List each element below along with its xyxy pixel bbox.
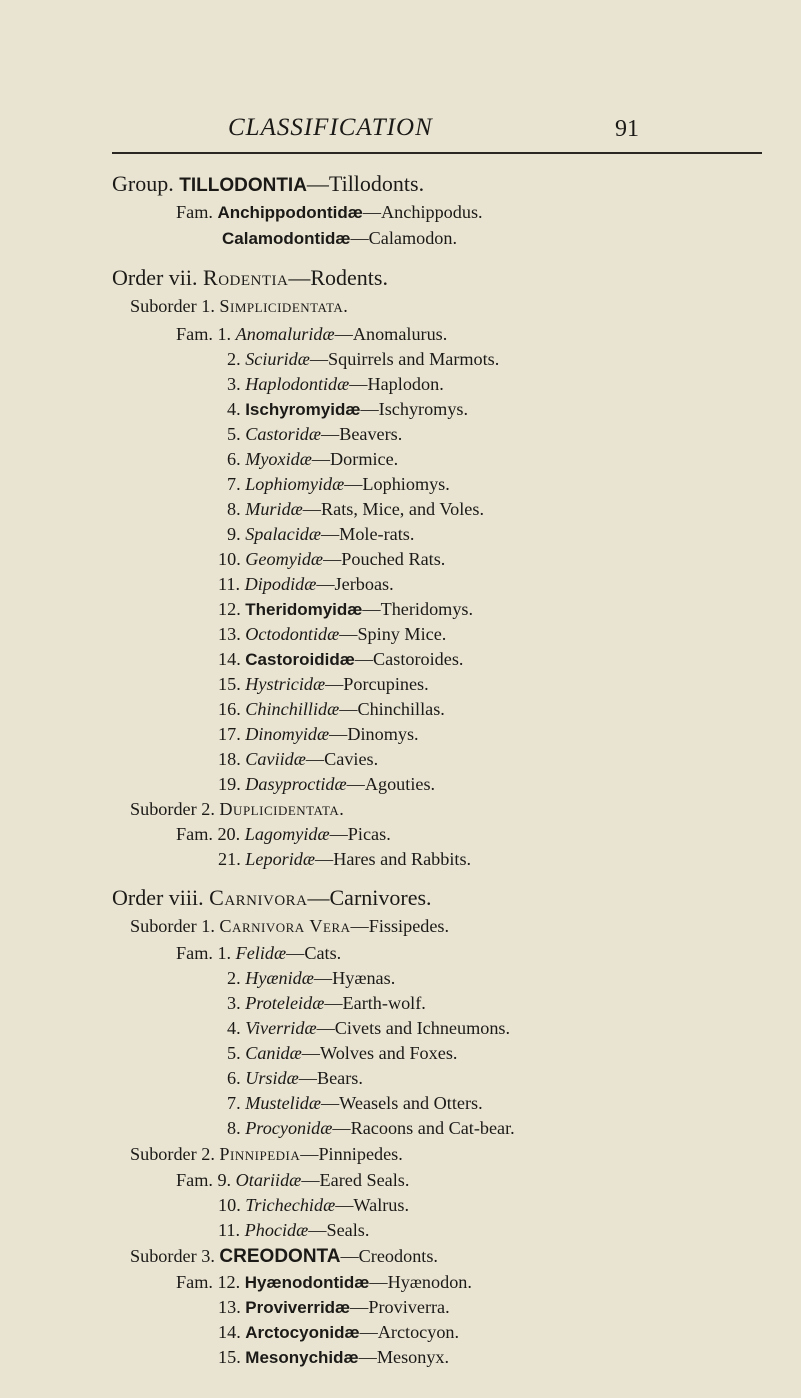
taxon-description: —Rats, Mice, and Voles. [302,499,484,519]
taxon-line [176,397,468,422]
taxon-description: —Dinomys. [329,724,419,744]
taxon-description: —Cavies. [305,749,379,769]
header-rule [112,152,762,154]
rank-number: 13. [218,1297,241,1317]
taxon-description: —Civets and Ichneumons. [316,1018,511,1038]
taxon-name: Leporidæ [245,849,316,869]
rank-number: 2. [227,968,241,988]
rank-number: 3. [227,993,241,1013]
taxon-line [176,1320,459,1345]
taxon-line [176,597,473,622]
taxon-line [176,847,471,871]
rank-number: 3. [201,1246,215,1266]
rank-number: 13. [218,624,241,644]
taxon-line [130,1142,403,1166]
page-header [0,110,801,150]
rank-number: 1. [217,943,232,963]
taxon-name: Geomyidæ [245,549,324,569]
rank-number: 14. [218,649,241,669]
page-number: 91 [615,116,639,142]
taxon-name: Hyænidæ [245,968,314,988]
taxon-line [130,797,344,821]
rank-number: 5. [227,1043,241,1063]
taxon-description: —Dormice. [311,449,399,469]
taxon-name: Anomaluridæ [235,324,335,344]
taxon-line [176,1295,450,1320]
taxon-line [130,914,449,938]
rank-number: 18. [218,749,241,769]
taxon-line [176,1091,483,1115]
taxon-name: Simplicidentata. [219,296,349,316]
taxon-description: —Mole-rats. [320,524,415,544]
rank-number: 2. [201,799,215,819]
taxon-description: —Tillodonts. [306,171,425,196]
taxon-description: —Hyænas. [313,968,396,988]
rank-number: 10. [218,1195,241,1215]
taxon-line [176,697,445,721]
taxon-line [176,1345,449,1370]
taxon-line [130,1244,438,1269]
taxon-description: —Anchippodus. [362,202,483,222]
rank-number: 7. [227,474,241,494]
taxon-name: Chinchillidæ [245,699,340,719]
rank-number: 1. [201,296,215,316]
taxon-description: —Porcupines. [325,674,429,694]
taxon-description: —Hares and Rabbits. [315,849,472,869]
taxon-line [176,941,341,965]
taxon-name: Hystricidæ [245,674,326,694]
taxon-line [176,1270,472,1295]
taxon-line [176,991,426,1015]
rank-number: 6. [227,449,241,469]
taxon-name: Myoxidæ [245,449,312,469]
taxon-description: —Theridomys. [362,599,474,619]
taxon-description: —Earth-wolf. [324,993,426,1013]
taxon-name: Carnivora Vera [219,916,351,936]
taxon-description: —Racoons and Cat-bear. [332,1118,515,1138]
taxon-name: Phocidæ [244,1220,309,1240]
taxon-name: Carnivora [209,885,308,910]
rank-number: 6. [227,1068,241,1088]
taxon-line [176,422,402,446]
taxon-line [176,722,419,746]
rank-label: Fam. [176,943,213,963]
rank-number: 21. [218,849,241,869]
taxon-description: —Chinchillas. [339,699,445,719]
taxon-line [176,1116,515,1140]
taxon-description: —Calamodon. [350,228,458,248]
taxon-description: —Beavers. [321,424,403,444]
taxon-line [112,266,388,290]
rank-number: 7. [227,1093,241,1113]
taxon-name: Hyænodontidæ [244,1273,370,1292]
rank-label: Suborder [130,1144,197,1164]
taxon-name: TILLODONTIA [179,175,307,196]
rank-number: 2. [201,1144,215,1164]
rank-number: 1. [217,324,232,344]
taxon-line [176,447,398,471]
rank-label: Order viii. [112,885,204,910]
rank-label: Fam. [176,202,213,222]
taxon-description: —Spiny Mice. [339,624,447,644]
taxon-line [176,347,499,371]
rank-number: 1. [201,916,215,936]
taxon-description: —Pouched Rats. [323,549,446,569]
taxon-line [176,572,394,596]
taxon-line [176,1168,409,1192]
taxon-description: —Cats. [286,943,342,963]
taxon-name: Haplodontidæ [245,374,350,394]
rank-label: Order vii. [112,265,198,290]
taxon-description: —Eared Seals. [301,1170,410,1190]
taxon-name: Procyonidæ [245,1118,333,1138]
rank-number: 12. [217,1272,241,1292]
taxon-name: Ursidæ [245,1068,299,1088]
taxon-description: —Carnivores. [307,885,432,910]
taxon-line [176,772,435,796]
rank-label: Suborder [130,799,197,819]
taxon-line [176,200,483,225]
taxon-name: Viverridæ [245,1018,317,1038]
rank-number: 8. [227,499,241,519]
taxon-description: —Ischyromys. [360,399,469,419]
taxon-line [112,886,432,910]
rank-label: Fam. [176,1272,213,1292]
taxon-line [130,294,348,318]
taxon-name: Pinnipedia [219,1144,301,1164]
taxon-description: —Jerboas. [316,574,394,594]
taxon-name: Caviidæ [245,749,306,769]
taxon-description: —Castoroides. [354,649,464,669]
taxon-line [112,172,424,198]
rank-number: 4. [227,1018,241,1038]
taxon-name: Lagomyidæ [244,824,330,844]
taxon-description: —Weasels and Otters. [320,1093,483,1113]
taxon-name: Dipodidæ [244,574,317,594]
taxon-description: —Creodonts. [340,1246,438,1266]
taxon-description: —Anomalurus. [334,324,448,344]
rank-label: Fam. [176,324,213,344]
taxon-name: Arctocyonidæ [245,1323,360,1342]
rank-number: 14. [218,1322,241,1342]
taxon-description: —Arctocyon. [359,1322,460,1342]
taxon-name: Felidæ [235,943,287,963]
taxon-line [176,1016,510,1040]
taxon-line [176,622,446,646]
rank-label: Fam. [176,1170,213,1190]
taxon-description: —Hyænodon. [369,1272,472,1292]
rank-number: 11. [218,574,241,594]
taxon-name: Ischyromyidæ [245,400,361,419]
rank-number: 9. [217,1170,232,1190]
taxon-name: Dinomyidæ [245,724,330,744]
taxon-line [176,747,378,771]
rank-label: Suborder [130,296,197,316]
taxon-line [176,1066,363,1090]
taxon-description: —Rodents. [288,265,388,290]
taxon-description: —Seals. [308,1220,370,1240]
taxon-name: Calamodontidæ [222,229,351,248]
taxon-line [176,372,444,396]
rank-number: 12. [218,599,241,619]
taxon-line [176,1041,457,1065]
taxon-name: Theridomyidæ [245,600,363,619]
rank-number: 17. [218,724,241,744]
taxon-name: Proteleidæ [245,993,325,1013]
running-head: CLASSIFICATION [228,114,433,141]
taxon-description: —Wolves and Foxes. [301,1043,458,1063]
taxon-line [176,322,447,346]
taxon-name: Mesonychidæ [245,1348,359,1367]
taxon-name: Proviverridæ [245,1298,351,1317]
rank-number: 15. [218,674,241,694]
taxon-name: Octodontidæ [245,624,340,644]
taxon-name: Muridæ [245,499,303,519]
taxon-description: —Haplodon. [349,374,444,394]
rank-number: 19. [218,774,241,794]
taxon-description: —Squirrels and Marmots. [309,349,500,369]
taxon-description: —Fissipedes. [350,916,450,936]
taxon-description: —Agouties. [346,774,436,794]
taxon-line [176,522,414,546]
taxon-line [176,472,450,496]
rank-number: 20. [217,824,241,844]
taxon-name: Sciuridæ [245,349,310,369]
taxon-name: Trichechidæ [245,1195,336,1215]
taxon-name: Castoridæ [245,424,321,444]
rank-number: 11. [218,1220,241,1240]
taxon-name: Spalacidæ [245,524,321,544]
taxon-name: Canidæ [245,1043,302,1063]
taxon-line [176,547,445,571]
taxon-line [176,1193,409,1217]
taxon-description: —Bears. [298,1068,363,1088]
taxon-description: —Mesonyx. [358,1347,450,1367]
taxon-line [222,226,457,251]
taxon-name: Dasyproctidæ [245,774,347,794]
rank-label: Suborder [130,916,197,936]
rank-number: 3. [227,374,241,394]
taxon-line [176,822,391,846]
rank-label: Fam. [176,824,213,844]
taxon-line [176,497,484,521]
taxon-name: Rodentia [203,265,289,290]
taxon-name: Lophiomyidæ [245,474,345,494]
taxon-line [176,966,395,990]
rank-number: 15. [218,1347,241,1367]
taxon-name: Mustelidæ [245,1093,321,1113]
taxon-line [176,647,463,672]
rank-number: 10. [218,549,241,569]
rank-number: 2. [227,349,241,369]
taxon-description: —Lophiomys. [344,474,450,494]
rank-number: 9. [227,524,241,544]
rank-number: 8. [227,1118,241,1138]
rank-label: Group. [112,171,174,196]
taxon-name: Castoroididæ [245,650,355,669]
rank-number: 16. [218,699,241,719]
taxon-name: Anchippodontidæ [217,203,363,222]
taxon-name: Otariidæ [235,1170,302,1190]
taxon-name: Duplicidentata. [219,799,345,819]
taxon-description: —Proviverra. [350,1297,450,1317]
rank-number: 4. [227,399,241,419]
rank-label: Suborder [130,1246,197,1266]
taxon-description: —Picas. [329,824,391,844]
taxon-description: —Pinnipedes. [300,1144,403,1164]
rank-number: 5. [227,424,241,444]
taxon-line [176,672,429,696]
taxon-name: CREODONTA [219,1246,341,1267]
taxon-line [176,1218,369,1242]
taxon-description: —Walrus. [335,1195,410,1215]
